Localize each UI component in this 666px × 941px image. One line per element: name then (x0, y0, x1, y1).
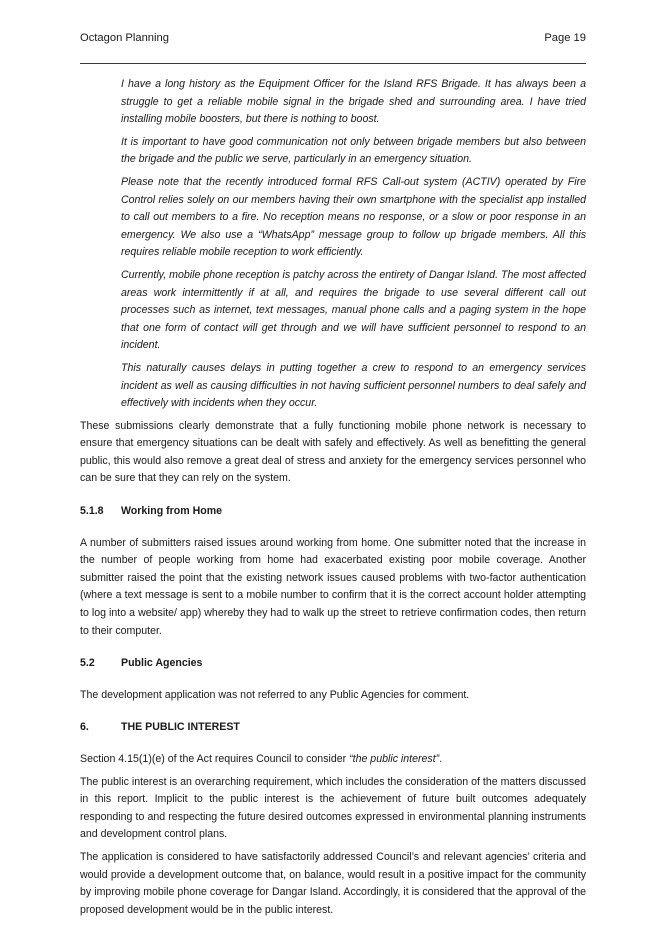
public-agencies-body: The development application was not referred to any Public Agencies for comment. (80, 688, 470, 701)
submission-quote-4: Currently, mobile phone reception is patchy across the entirety of Dangar Island. The most affected areas work intermittently if at all, and requires the brigade to use several different call out processes such as internet, text messages, manual phone calls and a paging system in the hope that one form of contact will get through and we will have sufficient personnel to respond to an incident. (121, 268, 586, 352)
section-number: 5.2 (80, 657, 95, 670)
section-title: Public Agencies (121, 657, 203, 670)
intro-text: Section 4.15(1)(e) of the Act requires Council to consider (80, 753, 350, 765)
section-6-heading (80, 719, 586, 737)
submissions-summary: These submissions clearly demonstrate that a fully functioning mobile phone network is necessary to ensure that emergency situations can be dealt with safely and effectively. As well as benefitting the general public, this would also remove a great deal of stress and anxiety for the emergency services personnel who can be sure that they can rely on the system. (80, 419, 586, 485)
public-interest-intro (80, 751, 586, 769)
section-title: Working from Home (121, 505, 223, 518)
submission-quote-5: This naturally causes delays in putting together a crew to respond to an emergency services incident as well as causing difficulties in not having sufficient personnel numbers to deal safely and effectively with incidents when they occur. (121, 361, 586, 410)
working-from-home-body: A number of submitters raised issues around working from home. One submitter noted that the increase in the number of people working from home had exacerbated existing poor mobile coverage. Another submitter raised the point that the existing network issues caused problems with two-factor authentication (where a text message is sent to a mobile number to confirm that it is the correct account holder attempting to log into a website/ app) whereby they had to walk up the street to retrieve confirmation codes, then return to their computer. (80, 536, 586, 637)
header-divider (80, 63, 586, 64)
public-interest-para-2: The application is considered to have satisfactorily addressed Council’s and relevant agencies’ criteria and would provide a development outcome that, on balance, would result in a positive impact for the community by improving mobile phone coverage for Dangar Island. Accordingly, it is considered that the approval of the proposed development would be in the public interest. (80, 850, 586, 916)
page-number: Page 19 (544, 32, 586, 44)
page-header (80, 30, 586, 46)
submission-quote-2: It is important to have good communication not only between brigade members but also between the brigade and the public we serve, particularly in an emergency situation. (121, 135, 586, 166)
section-number: 6. (80, 721, 89, 734)
intro-suffix: . (439, 753, 443, 765)
public-interest-para-1: The public interest is an overarching requirement, which includes the consideration of the matters discussed in this report. Implicit to the public interest is the achievement of future built outcomes adequately responding to and respecting the future desired outcomes expressed in environmental planning instruments and development control plans. (80, 775, 586, 841)
section-number: 5.1.8 (80, 505, 104, 518)
section-5-2-heading (80, 655, 586, 673)
header-organisation: Octagon Planning (80, 32, 169, 44)
submission-quote-3: Please note that the recently introduced formal RFS Call-out system (ACTIV) operated by Fire Control relies solely on our members having their own smartphone with the specialist app installed to call out members to a fire. No reception means no response, or a slow or poor response in an emergency. We also use a “WhatsApp” message group to follow up brigade members. All this requires reliable mobile reception to work efficiently. (121, 175, 586, 259)
section-5-1-8-heading (80, 503, 586, 521)
intro-quoted-term: “the public interest” (349, 753, 440, 765)
submission-quote-1: I have a long history as the Equipment Officer for the Island RFS Brigade. It has always been a struggle to get a reliable mobile signal in the brigade shed and surrounding area. I have tried installing mobile boosters, but there is nothing to boost. (121, 78, 586, 126)
section-title: THE PUBLIC INTEREST (121, 721, 240, 734)
document-body (80, 76, 586, 924)
